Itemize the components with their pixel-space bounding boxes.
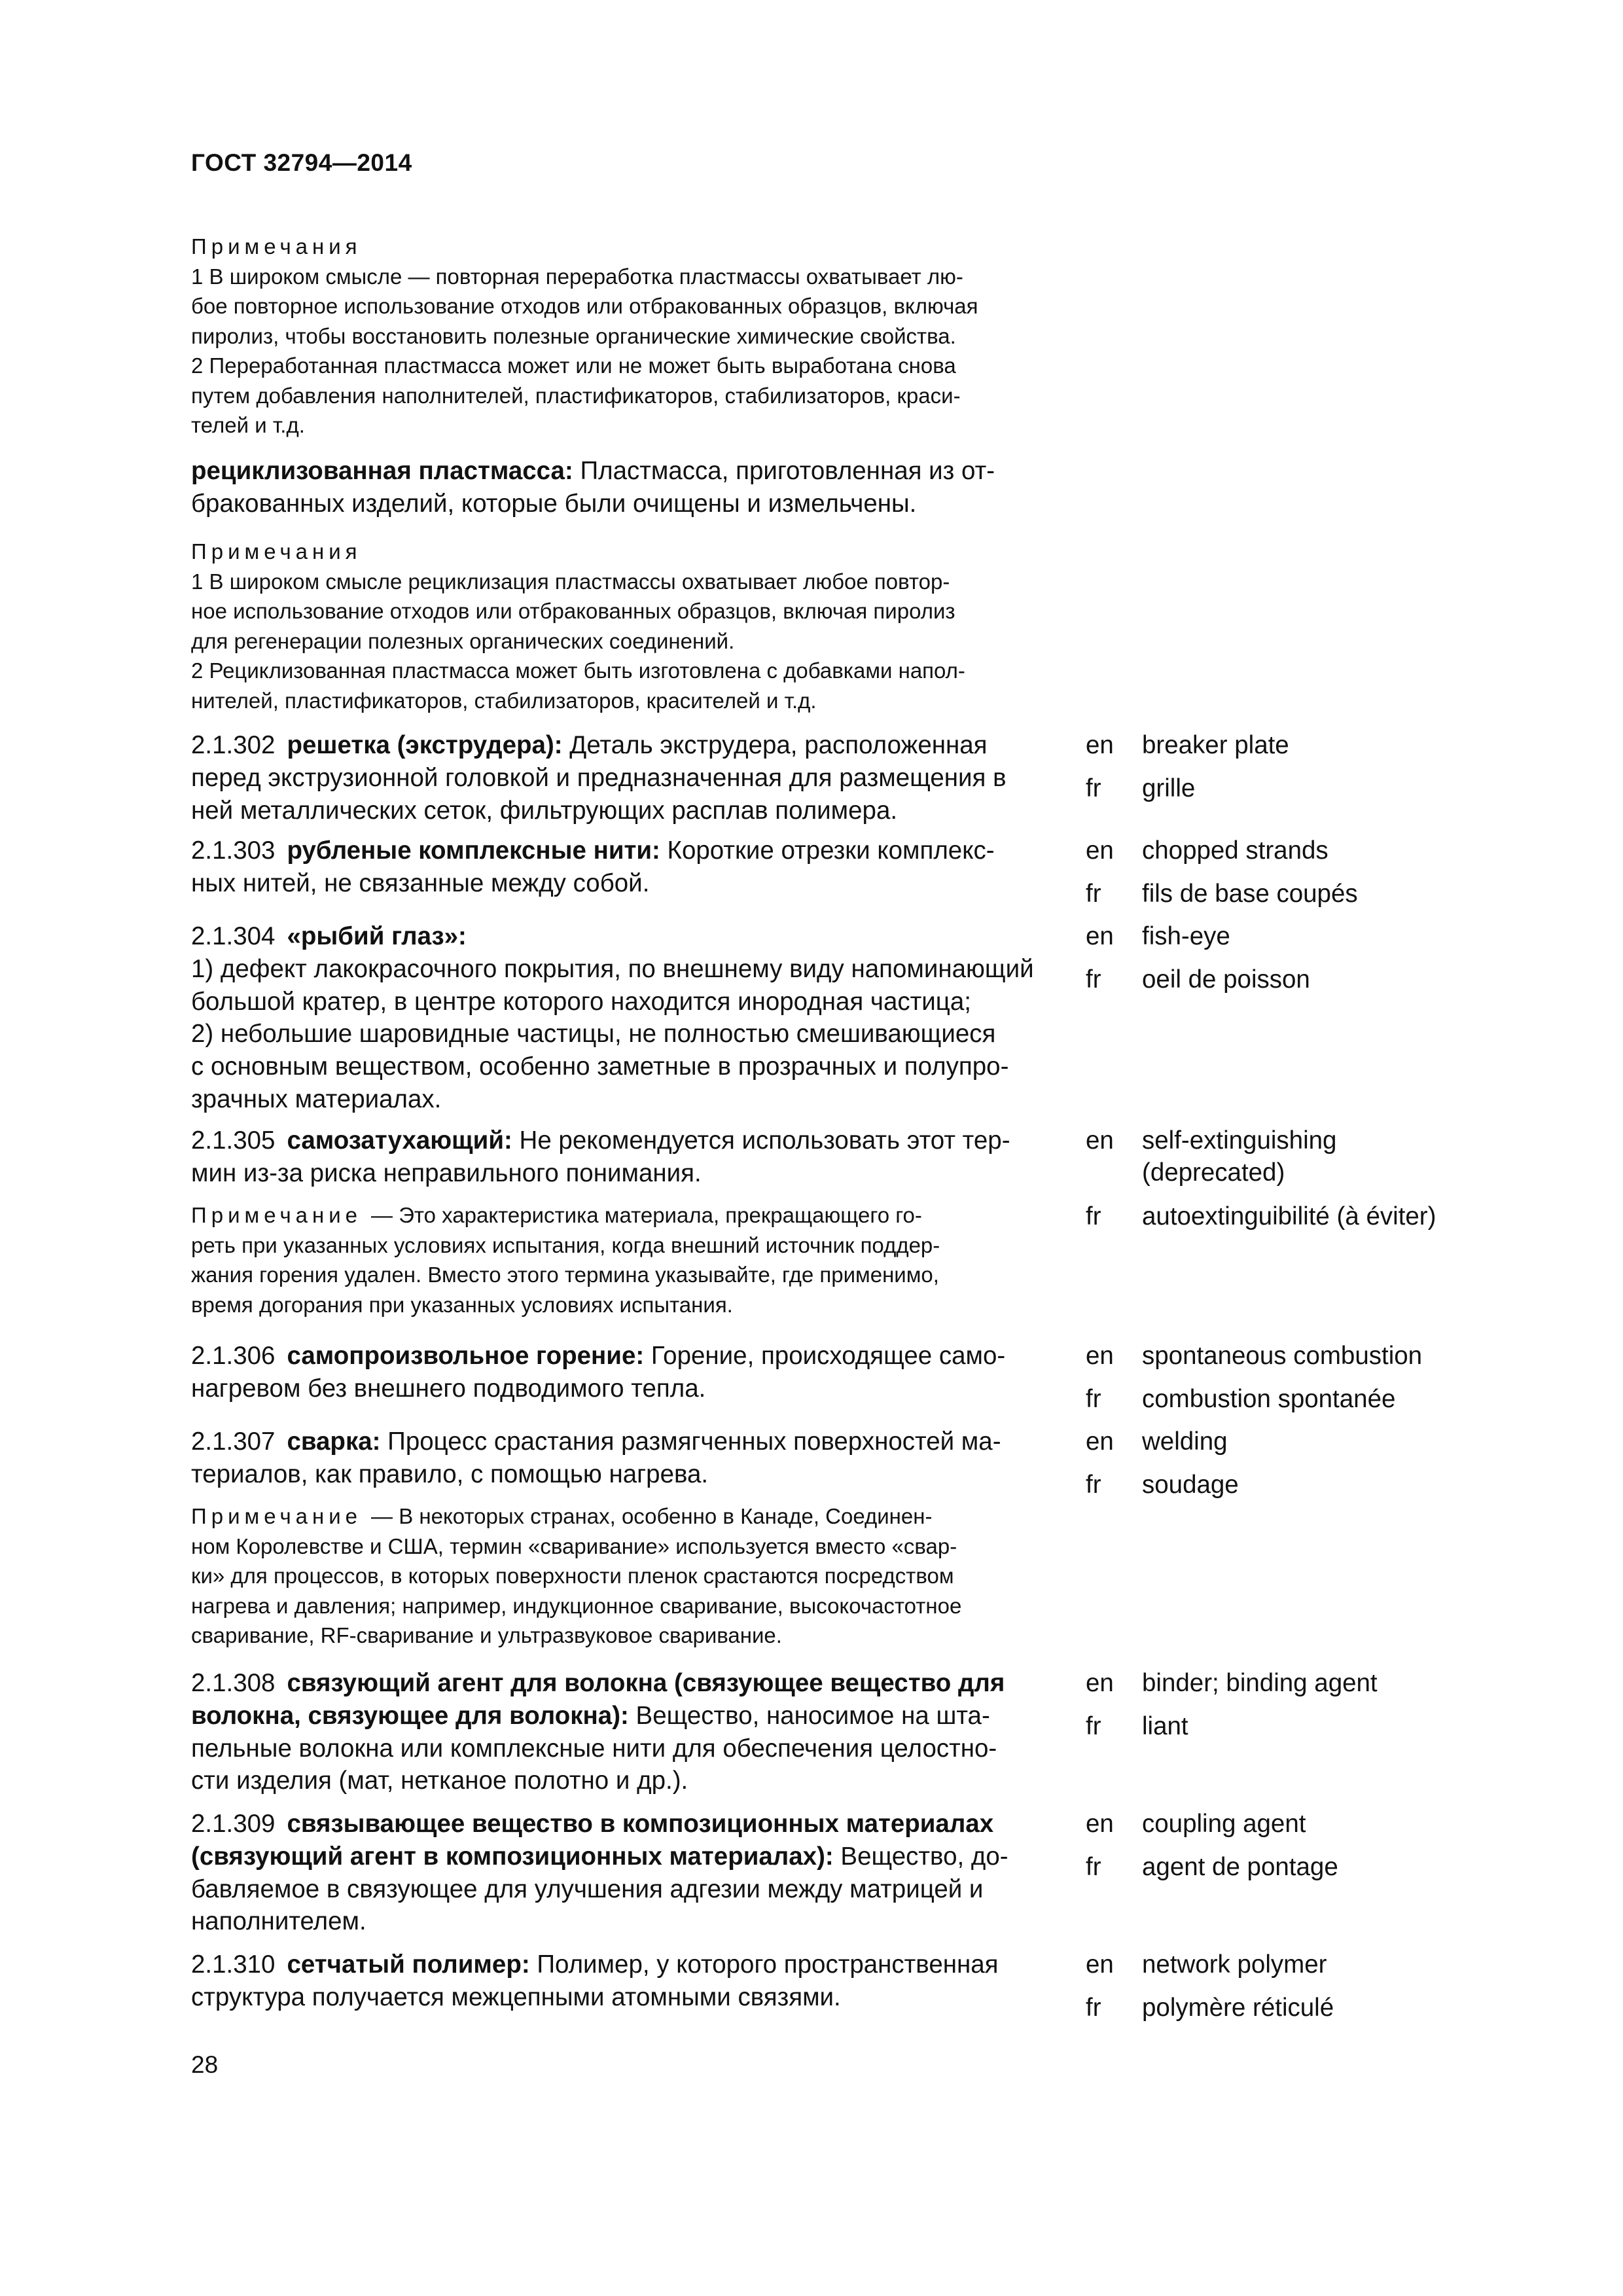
term-number: 2.1.303 [191,836,276,865]
definition-line-rest: Пластмасса, приготовленная из от- [573,457,995,485]
definition-line: зрачных материалах. [191,1085,442,1113]
term-name-continued: волокна, связующее для волокна): [191,1701,629,1730]
document-code: ГОСТ 32794—2014 [191,149,412,176]
definition-line-rest: Не рекомендуется использовать этот тер- [512,1126,1010,1155]
language-code-en: en [1086,1126,1114,1155]
term-entry-2-1-303 [191,834,1623,920]
french-equivalent: agent de pontage [1142,1853,1338,1881]
note-line: для регенерации полезных органических соединений. [191,628,735,653]
note-dash: — [371,1203,399,1227]
definition-line: мин из-за риска неправильного понимания. [191,1158,702,1187]
definition-line [191,1667,1068,1700]
term-equivalents [1086,1808,1623,1894]
term-entry-2-1-305 [191,1124,1623,1327]
term-number: 2.1.306 [191,1342,276,1370]
term-entry-2-1-309 [191,1808,1623,1939]
language-code-fr: fr [1086,1853,1101,1881]
definition-text [191,1667,1068,1797]
note-line: пиролиз, чтобы восстановить полезные органические химические свойства. [191,323,956,348]
french-equivalent: fils de base coupés [1142,880,1358,908]
english-equivalent: breaker plate [1142,731,1289,759]
note-line: 2 Рециклизованная пластмасса может быть изготовлена с добавками напол- [191,658,965,683]
note-heading: Примечания [191,539,362,564]
term-name: самопроизвольное горение: [287,1342,645,1370]
term-equivalents [1086,834,1623,921]
definition-line: 2) небольшие шаровидные частицы, не полностью смешивающиеся [191,1020,996,1049]
term-equivalents [1086,1124,1623,1244]
note-line: нагрева и давления; например, индукционное сваривание, высокочастотное [191,1593,962,1618]
term-entry-2-1-304 [191,920,1623,1117]
definition-line: ных нитей, не связанные между собой. [191,869,650,897]
note-line: ном Королевстве и США, термин «сваривание» используется вместо «свар- [191,1534,957,1558]
definition-line: с основным веществом, особенно заметные в прозрачных и полупро- [191,1052,1009,1081]
definition-line [191,1948,1068,1981]
term-number: 2.1.302 [191,731,276,759]
english-equivalent: welding [1142,1427,1228,1456]
definition-text [191,834,1068,900]
language-code-en: en [1086,1342,1114,1370]
note-heading: Примечания [191,234,362,259]
definition-text [191,1808,1068,1938]
definition-text [191,729,1068,827]
note-line: бое повторное использование отходов или отбракованных образцов, включая [191,294,978,318]
note-line: 2 Переработанная пластмасса может или не может быть выработана снова [191,353,956,378]
term-name: рециклизованная пластмасса: [191,457,573,485]
language-code-fr: fr [1086,1994,1101,2022]
definition-line: наполнителем. [191,1907,366,1936]
term-number: 2.1.309 [191,1810,276,1838]
english-equivalent: self-extinguishing [1142,1126,1337,1155]
note-line-rest: Это характеристика материала, прекращающего го- [399,1203,922,1227]
definition-line-rest: Вещество, до- [833,1842,1008,1871]
term-equivalents [1086,920,1623,1007]
language-code-en: en [1086,922,1114,950]
term-name: сетчатый полимер: [287,1950,530,1979]
term-equivalents [1086,1340,1623,1426]
note-line: ки» для процессов, в которых поверхности пленок срастаются посредством [191,1564,954,1588]
english-equivalent: fish-eye [1142,922,1230,950]
note-line: сваривание, RF-сваривание и ультразвуковое сваривание. [191,1623,782,1647]
note-line: нителей, пластификаторов, стабилизаторов, красителей и т.д. [191,688,817,713]
definition-line: бавляемое в связующее для улучшения адгезии между матрицей и [191,1874,984,1903]
english-equivalent: network polymer [1142,1950,1327,1979]
definition-line: 1) дефект лакокрасочного покрытия, по внешнему виду напоминающий [191,954,1034,983]
note-line [191,1501,1068,1532]
english-equivalent: chopped strands [1142,836,1329,865]
french-equivalent: soudage [1142,1471,1239,1499]
definition-text [191,1948,1068,2014]
page-number: 28 [191,2051,219,2078]
term-name: решетка (экструдера): [287,731,563,759]
language-code-en: en [1086,731,1114,759]
term-number: 2.1.310 [191,1950,276,1979]
term-name: самозатухающий: [287,1126,512,1155]
definition-line-rest: Короткие отрезки комплекс- [660,836,995,865]
definition-line [191,834,1068,867]
term-entry-2-1-307 [191,1426,1623,1648]
note-line: 1 В широком смысле — повторная переработка пластмассы охватывает лю- [191,264,963,289]
definition-line [191,729,1068,762]
definition-line: ней металлических сеток, фильтрующих расплав полимера. [191,796,898,825]
term-number: 2.1.305 [191,1126,276,1155]
definition-line: перед экструзионной головкой и предназначенная для размещения в [191,763,1007,792]
note-block-recycling [191,232,1068,440]
definition-line: структура получается межцепными атомными связями. [191,1982,841,2011]
definition-line [191,1124,1068,1157]
definition-line: сти изделия (мат, нетканое полотно и др.). [191,1767,688,1795]
term-name: рубленые комплексные нити: [287,836,660,865]
term-number: 2.1.307 [191,1427,276,1456]
term-note [191,1501,1068,1651]
term-name: связывающее вещество в композиционных материалах [287,1810,994,1838]
language-code-en: en [1086,1810,1114,1838]
french-equivalent: polymère réticulé [1142,1994,1334,2022]
english-equivalent-qualifier: (deprecated) [1142,1158,1285,1187]
french-equivalent: combustion spontanée [1142,1385,1396,1413]
definition-text [191,920,1068,1116]
term-name-continued: (связующий агент в композиционных материалах): [191,1842,834,1871]
term-name: «рыбий глаз»: [287,922,467,950]
definition-line-rest: Полимер, у которого пространственная [529,1950,999,1979]
note-line: реть при указанных условиях испытания, когда внешний источник поддер- [191,1232,940,1257]
definition-recycled-plastic [191,455,1623,527]
note-line: жания горения удален. Вместо этого термина указывайте, где применимо, [191,1263,939,1287]
definition-line-rest: Вещество, наносимое на шта- [628,1701,990,1730]
term-entry-2-1-302 [191,729,1623,827]
english-equivalent: spontaneous combustion [1142,1342,1423,1370]
definition-text [191,1340,1068,1405]
note-line: ное использование отходов или отбракованных образцов, включая пиролиз [191,599,955,623]
definition-line: пельные волокна или комплексные нити для обеспечения целостно- [191,1734,997,1763]
language-code-en: en [1086,1950,1114,1979]
language-code-en: en [1086,1669,1114,1697]
note-heading: Примечание [191,1203,363,1227]
term-name: сварка: [287,1427,381,1456]
term-note [191,1200,1068,1319]
term-entry-2-1-310 [191,1948,1623,2034]
term-equivalents [1086,1667,1623,1753]
definition-line [191,920,1068,953]
note-line: телей и т.д. [191,413,305,437]
term-name: связующий агент для волокна (связующее вещество для [287,1669,1005,1697]
language-code-fr: fr [1086,1202,1101,1230]
note-line [191,1200,1068,1230]
definition-text [191,1426,1068,1491]
language-code-en: en [1086,1427,1114,1456]
french-equivalent: liant [1142,1712,1188,1740]
language-code-fr: fr [1086,774,1101,802]
term-entry-2-1-308 [191,1667,1623,1798]
language-code-fr: fr [1086,880,1101,908]
definition-line [191,1840,1068,1873]
term-number: 2.1.304 [191,922,276,950]
definition-line-rest: Деталь экструдера, расположенная [562,731,988,759]
note-line-rest: В некоторых странах, особенно в Канаде, Соединен- [399,1504,933,1528]
english-equivalent: binder; binding agent [1142,1669,1378,1697]
language-code-fr: fr [1086,1385,1101,1413]
definition-text [191,455,1068,520]
note-block-recyclization [191,537,1068,715]
language-code-fr: fr [1086,965,1101,994]
definition-line [191,1426,1068,1458]
term-number: 2.1.308 [191,1669,276,1697]
definition-line: большой кратер, в центре которого находится инородная частица; [191,987,971,1016]
term-entry-2-1-306 [191,1340,1623,1425]
term-equivalents [1086,1948,1623,2035]
term-equivalents [1086,729,1623,816]
definition-line: нагревом без внешнего подводимого тепла. [191,1374,706,1403]
note-line: путем добавления наполнителей, пластификаторов, стабилизаторов, краси- [191,383,961,408]
definition-line-rest: Процесс срастания размягченных поверхностей ма- [380,1427,1001,1456]
definition-line [191,455,1068,488]
french-equivalent: oeil de poisson [1142,965,1310,994]
definition-line [191,1340,1068,1372]
note-line: время догорания при указанных условиях испытания. [191,1292,733,1317]
note-line: 1 В широком смысле рециклизация пластмассы охватывает любое повтор- [191,569,950,594]
definition-line: териалов, как правило, с помощью нагрева. [191,1460,709,1488]
definition-text [191,1124,1068,1190]
definition-line [191,1700,1068,1732]
language-code-fr: fr [1086,1712,1101,1740]
note-heading: Примечание [191,1504,363,1528]
french-equivalent: autoextinguibilité (à éviter) [1142,1202,1436,1230]
english-equivalent: coupling agent [1142,1810,1306,1838]
language-code-fr: fr [1086,1471,1101,1499]
definition-line [191,1808,1068,1840]
note-dash: — [371,1504,399,1528]
term-equivalents [1086,1426,1623,1512]
language-code-en: en [1086,836,1114,865]
definition-line-rest: Горение, происходящее само- [644,1342,1006,1370]
french-equivalent: grille [1142,774,1196,802]
definition-line: бракованных изделий, которые были очищены и измельчены. [191,489,917,518]
